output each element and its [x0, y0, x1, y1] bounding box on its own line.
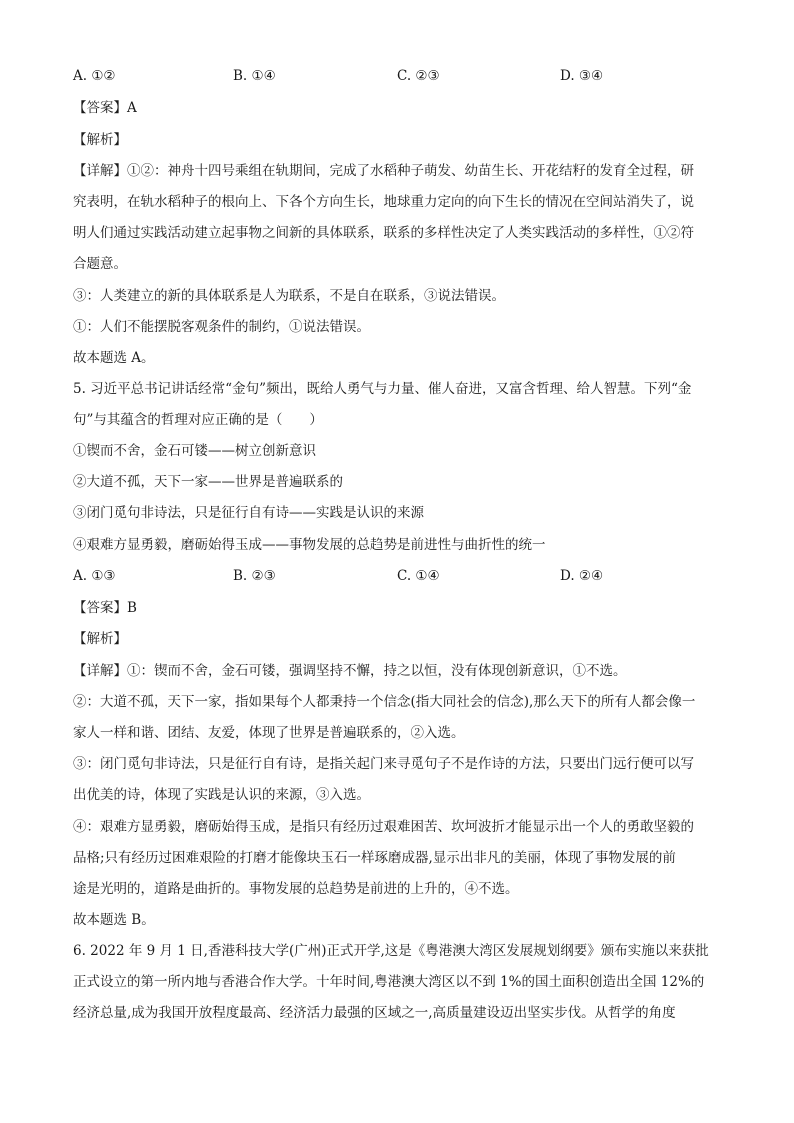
q5-item-1: ①锲而不舍，金石可镂——树立创新意识: [73, 443, 316, 459]
q5-detail-line-2: ②：大道不孤，天下一家，指如果每个人都秉持一个信念(指大同社会的信念),那么天下的所有人都会像一: [73, 694, 696, 710]
q4-option-d: D. ③④: [560, 68, 604, 84]
q4-option-b: B. ①④: [233, 68, 276, 84]
q5-stem-line-1: 5. 习近平总书记讲话经常“金句”频出，既给人勇气与力量、催人奋进，又富含哲理、给人智慧。下列“金: [73, 381, 692, 397]
q6-stem-line-1: 6. 2022 年 9 月 1 日,香港科技大学(广州)正式开学,这是《粤港澳大湾区发展规划纲要》颁布实施以来获批: [73, 943, 709, 959]
q5-conclusion: 故本题选 B。: [73, 912, 155, 928]
q4-conclusion: 故本题选 A。: [73, 350, 155, 366]
q5-detail-line-1: 【详解】①：锲而不舍，金石可镂，强调坚持不懈，持之以恒，没有体现创新意识，①不选。: [73, 663, 627, 679]
q4-detail-line-1: 【详解】①②：神舟十四号乘组在轨期间，完成了水稻种子萌发、幼苗生长、开花结籽的发育全过程，研: [73, 163, 694, 179]
q4-point-3: ③：人类建立的新的具体联系是人为联系，不是自在联系，③说法错误。: [73, 288, 505, 304]
q5-analysis-heading: 【解析】: [73, 631, 127, 647]
q5-item-2: ②大道不孤，天下一家——世界是普遍联系的: [73, 474, 343, 490]
q4-option-a: A. ①②: [73, 68, 116, 84]
q5-item-3: ③闭门觅句非诗法，只是征行自有诗——实践是认识的来源: [73, 505, 424, 521]
q5-stem-line-2: 句”与其蕴含的哲理对应正确的是（ ）: [73, 412, 323, 428]
q4-analysis-heading: 【解析】: [73, 132, 127, 148]
q4-point-1: ①：人们不能摆脱客观条件的制约，①说法错误。: [73, 319, 370, 335]
q5-detail-line-3: 家人一样和谐、团结、友爱，体现了世界是普遍联系的，②入选。: [73, 725, 465, 741]
q5-option-c: C. ①④: [397, 568, 440, 584]
q5-detail-line-7: 品格;只有经历过困难艰险的打磨才能像块玉石一样琢磨成器,显示出非凡的美丽，体现了事物发展的前: [73, 850, 676, 866]
q4-answer: 【答案】A: [73, 100, 137, 116]
q5-detail-line-6: ④：艰难方显勇毅，磨砺始得玉成，是指只有经历过艰难困苦、坎坷波折才能显示出一个人的勇敢坚毅的: [73, 819, 694, 835]
q4-detail-line-3: 明人们通过实践活动建立起事物之间新的具体联系，联系的多样性决定了人类实践活动的多样性，①②符: [73, 225, 694, 241]
q5-detail-line-4: ③：闭门觅句非诗法，只是征行自有诗，是指关起门来寻觅句子不是作诗的方法，只要出门远行便可以写: [73, 756, 694, 772]
q5-option-d: D. ②④: [560, 568, 604, 584]
q6-stem-line-2: 正式设立的第一所内地与香港合作大学。十年时间,粤港澳大湾区以不到 1%的国土面积创造出全国 12%的: [73, 974, 705, 990]
q5-option-a: A. ①③: [73, 568, 116, 584]
q5-item-4: ④艰难方显勇毅，磨砺始得玉成——事物发展的总趋势是前进性与曲折性的统一: [73, 537, 546, 553]
q4-detail-line-2: 究表明，在轨水稻种子的根向上、下各个方向生长，地球重力定向的向下生长的情况在空间站消失了，说: [73, 194, 694, 210]
q5-answer: 【答案】B: [73, 600, 137, 616]
q4-option-c: C. ②③: [397, 68, 440, 84]
q6-stem-line-3: 经济总量,成为我国开放程度最高、经济活力最强的区域之一,高质量建设迈出坚实步伐。从哲学的角度: [73, 1005, 676, 1021]
q5-option-b: B. ②③: [233, 568, 276, 584]
q5-detail-line-5: 出优美的诗，体现了实践是认识的来源，③入选。: [73, 787, 370, 803]
q5-detail-line-8: 途是光明的，道路是曲折的。事物发展的总趋势是前进的上升的，④不选。: [73, 881, 519, 897]
q4-detail-line-4: 合题意。: [73, 256, 127, 272]
